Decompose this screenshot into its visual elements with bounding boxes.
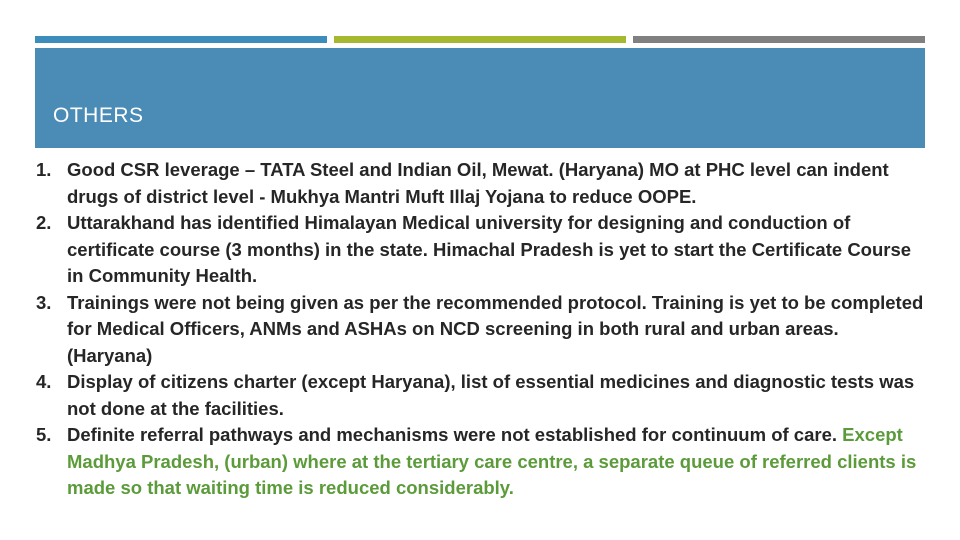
list-item xyxy=(36,369,926,422)
highlight-text: Except Madhya Pradesh, (urban) where at the tertiary care centre, a separate queue of referred clients is made so that waiting time is reduced considerably. xyxy=(67,424,917,498)
title-band xyxy=(35,48,925,148)
list-item xyxy=(36,422,926,502)
list-number: 5. xyxy=(36,424,52,445)
list-number: 2. xyxy=(36,212,52,233)
list-number: 1. xyxy=(36,159,52,180)
slide-title: OTHERS xyxy=(53,104,144,127)
list-item-text: Good CSR leverage – TATA Steel and Indian Oil, Mewat. (Haryana) MO at PHC level can indent drugs of district level - Mukhya Mantri Muft Illaj Yojana to reduce OOPE. xyxy=(67,159,889,207)
list-item xyxy=(36,157,926,210)
accent-bar-blue xyxy=(35,36,327,43)
accent-bar-green xyxy=(334,36,626,43)
list-item-text: Uttarakhand has identified Himalayan Medical university for designing and conduction of certificate course (3 months) in the state. Himachal Pradesh is yet to start the Certificate Course in Community Health. xyxy=(67,212,912,286)
list-item xyxy=(36,210,926,290)
list-item-text: Display of citizens charter (except Haryana), list of essential medicines and diagnostic tests was not done at the facilities. xyxy=(67,371,915,419)
accent-bar-gray xyxy=(633,36,925,43)
list-number: 3. xyxy=(36,291,52,313)
list-item xyxy=(36,290,926,370)
list-item-text: Trainings were not being given as per the recommended protocol. Training is yet to be completed for Medical Officers, ANMs and ASHAs on NCD screening in both rural and urban areas. (Haryana) xyxy=(67,291,924,366)
content-list xyxy=(36,157,926,502)
list-item-text: Definite referral pathways and mechanisms were not established for continuum of care. xyxy=(67,424,838,445)
list-number: 4. xyxy=(36,371,52,392)
